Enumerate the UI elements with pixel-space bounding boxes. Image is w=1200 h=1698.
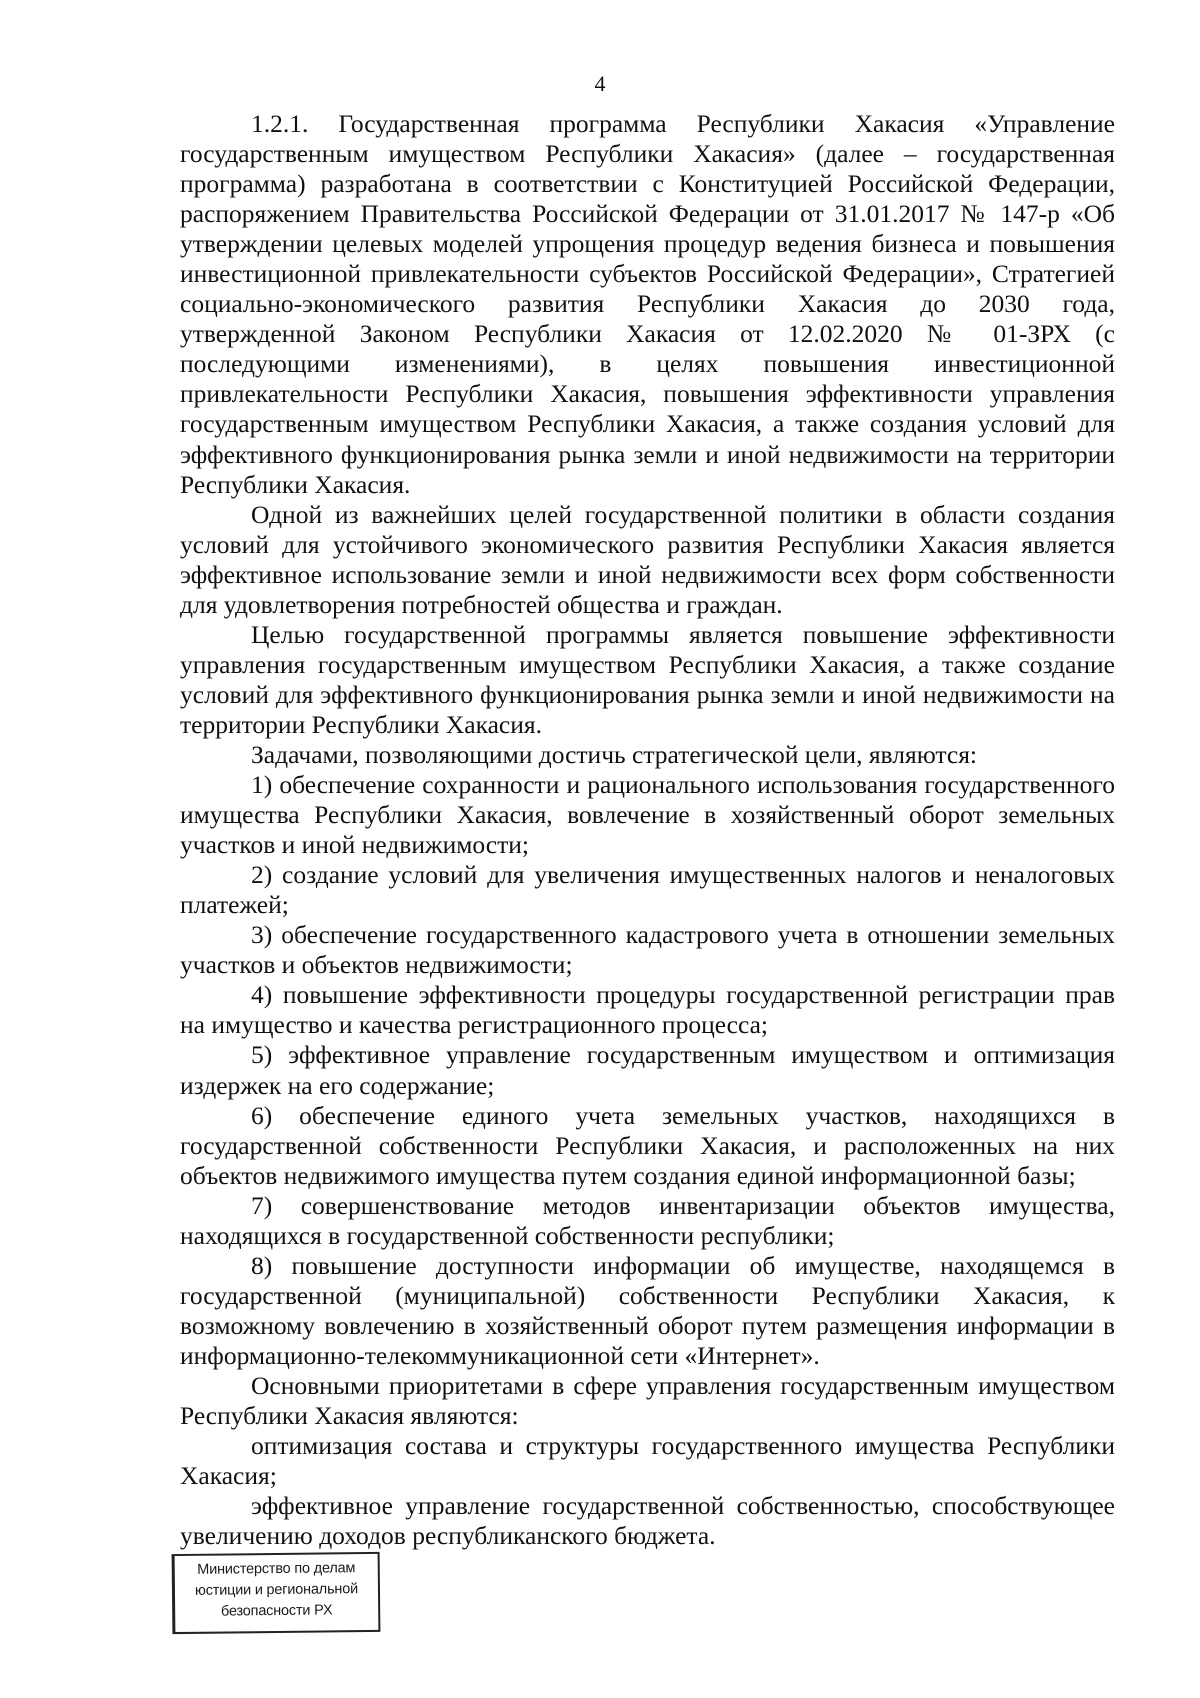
list-item-task-1: 1) обеспечение сохранности и рационального использования государственного имущества Республики Хакасия, вовлечение в хозяйственный оборот земельных участков и иной недвижимости;: [180, 770, 1115, 860]
list-item-task-6: 6) обеспечение единого учета земельных участков, находящихся в государственной собственности Республики Хакасия, и расположенных на них объектов недвижимого имущества путем создания единой информационной базы;: [180, 1100, 1115, 1190]
list-item-task-4: 4) повышение эффективности процедуры государственной регистрации прав на имущество и качества регистрационного процесса;: [180, 980, 1115, 1040]
stamp-line-3: безопасности РХ: [220, 1602, 333, 1620]
list-item-task-8: 8) повышение доступности информации об имуществе, находящемся в государственной (муниципальной) собственности Республики Хакасия, к возможному вовлечению в хозяйственный оборот путем размещения информации в информационно-телекоммуникационной сети «Интернет».: [180, 1250, 1115, 1370]
list-item-priority-2: эффективное управление государственной собственностью, способствующее увеличению доходов республиканского бюджета.: [180, 1491, 1115, 1551]
paragraph-tasks-intro: Задачами, позволяющими достичь стратегической цели, являются:: [251, 739, 978, 769]
paragraph-priorities-intro: Основными приоритетами в сфере управления государственным имуществом Республики Хакасия являются:: [180, 1370, 1115, 1431]
document-body: [180, 109, 1115, 1551]
paragraph-policy-goal: Одной из важнейших целей государственной политики в области создания условий для устойчивого экономического развития Республики Хакасия является эффективное использование земли и иной недвижимости всех форм собственности для удовлетворения потребностей общества и граждан.: [180, 499, 1115, 619]
paragraph-program-goal: Целью государственной программы является повышение эффективности управления государственным имуществом Республики Хакасия, а также создание условий для эффективного функционирования рынка земли и иной недвижимости на территории Республики Хакасия.: [180, 619, 1115, 739]
ministry-stamp: [172, 1552, 381, 1634]
stamp-line-1: Министерство по делам: [197, 1560, 356, 1578]
stamp-line-2: юстиции и региональной: [194, 1581, 359, 1599]
paragraph-program-basis: 1.2.1. Государственная программа Республики Хакасия «Управление государственным имуществом Республики Хакасия» (далее – государственная программа) разработана в соответствии с Конституцией Российской Федерации, распоряжением Правительства Российской Федерации от 31.01.2017 № 147-р «Об утверждении целевых моделей упрощения процедур ведения бизнеса и повышения инвестиционной привлекательности субъектов Российской Федерации», Стратегией социально-экономического развития Республики Хакасия до 2030 года, утвержденной Законом Республики Хакасия от 12.02.2020 № 01-ЗРХ (с последующими изменениями), в целях повышения инвестиционной привлекательности Республики Хакасия, повышения эффективности управления государственным имуществом Республики Хакасия, а также создания условий для эффективного функционирования рынка земли и иной недвижимости на территории Республики Хакасия.: [180, 109, 1115, 499]
list-item-priority-1: оптимизация состава и структуры государственного имущества Республики Хакасия;: [180, 1431, 1115, 1491]
page-number: 4: [594, 71, 606, 96]
list-item-task-2: 2) создание условий для увеличения имущественных налогов и неналоговых платежей;: [180, 860, 1115, 920]
list-item-task-5: 5) эффективное управление государственным имуществом и оптимизация издержек на его содержание;: [180, 1040, 1115, 1100]
list-item-task-7: 7) совершенствование методов инвентаризации объектов имущества, находящихся в государственной собственности республики;: [180, 1190, 1115, 1250]
list-item-task-3: 3) обеспечение государственного кадастрового учета в отношении земельных участков и объектов недвижимости;: [180, 920, 1115, 980]
